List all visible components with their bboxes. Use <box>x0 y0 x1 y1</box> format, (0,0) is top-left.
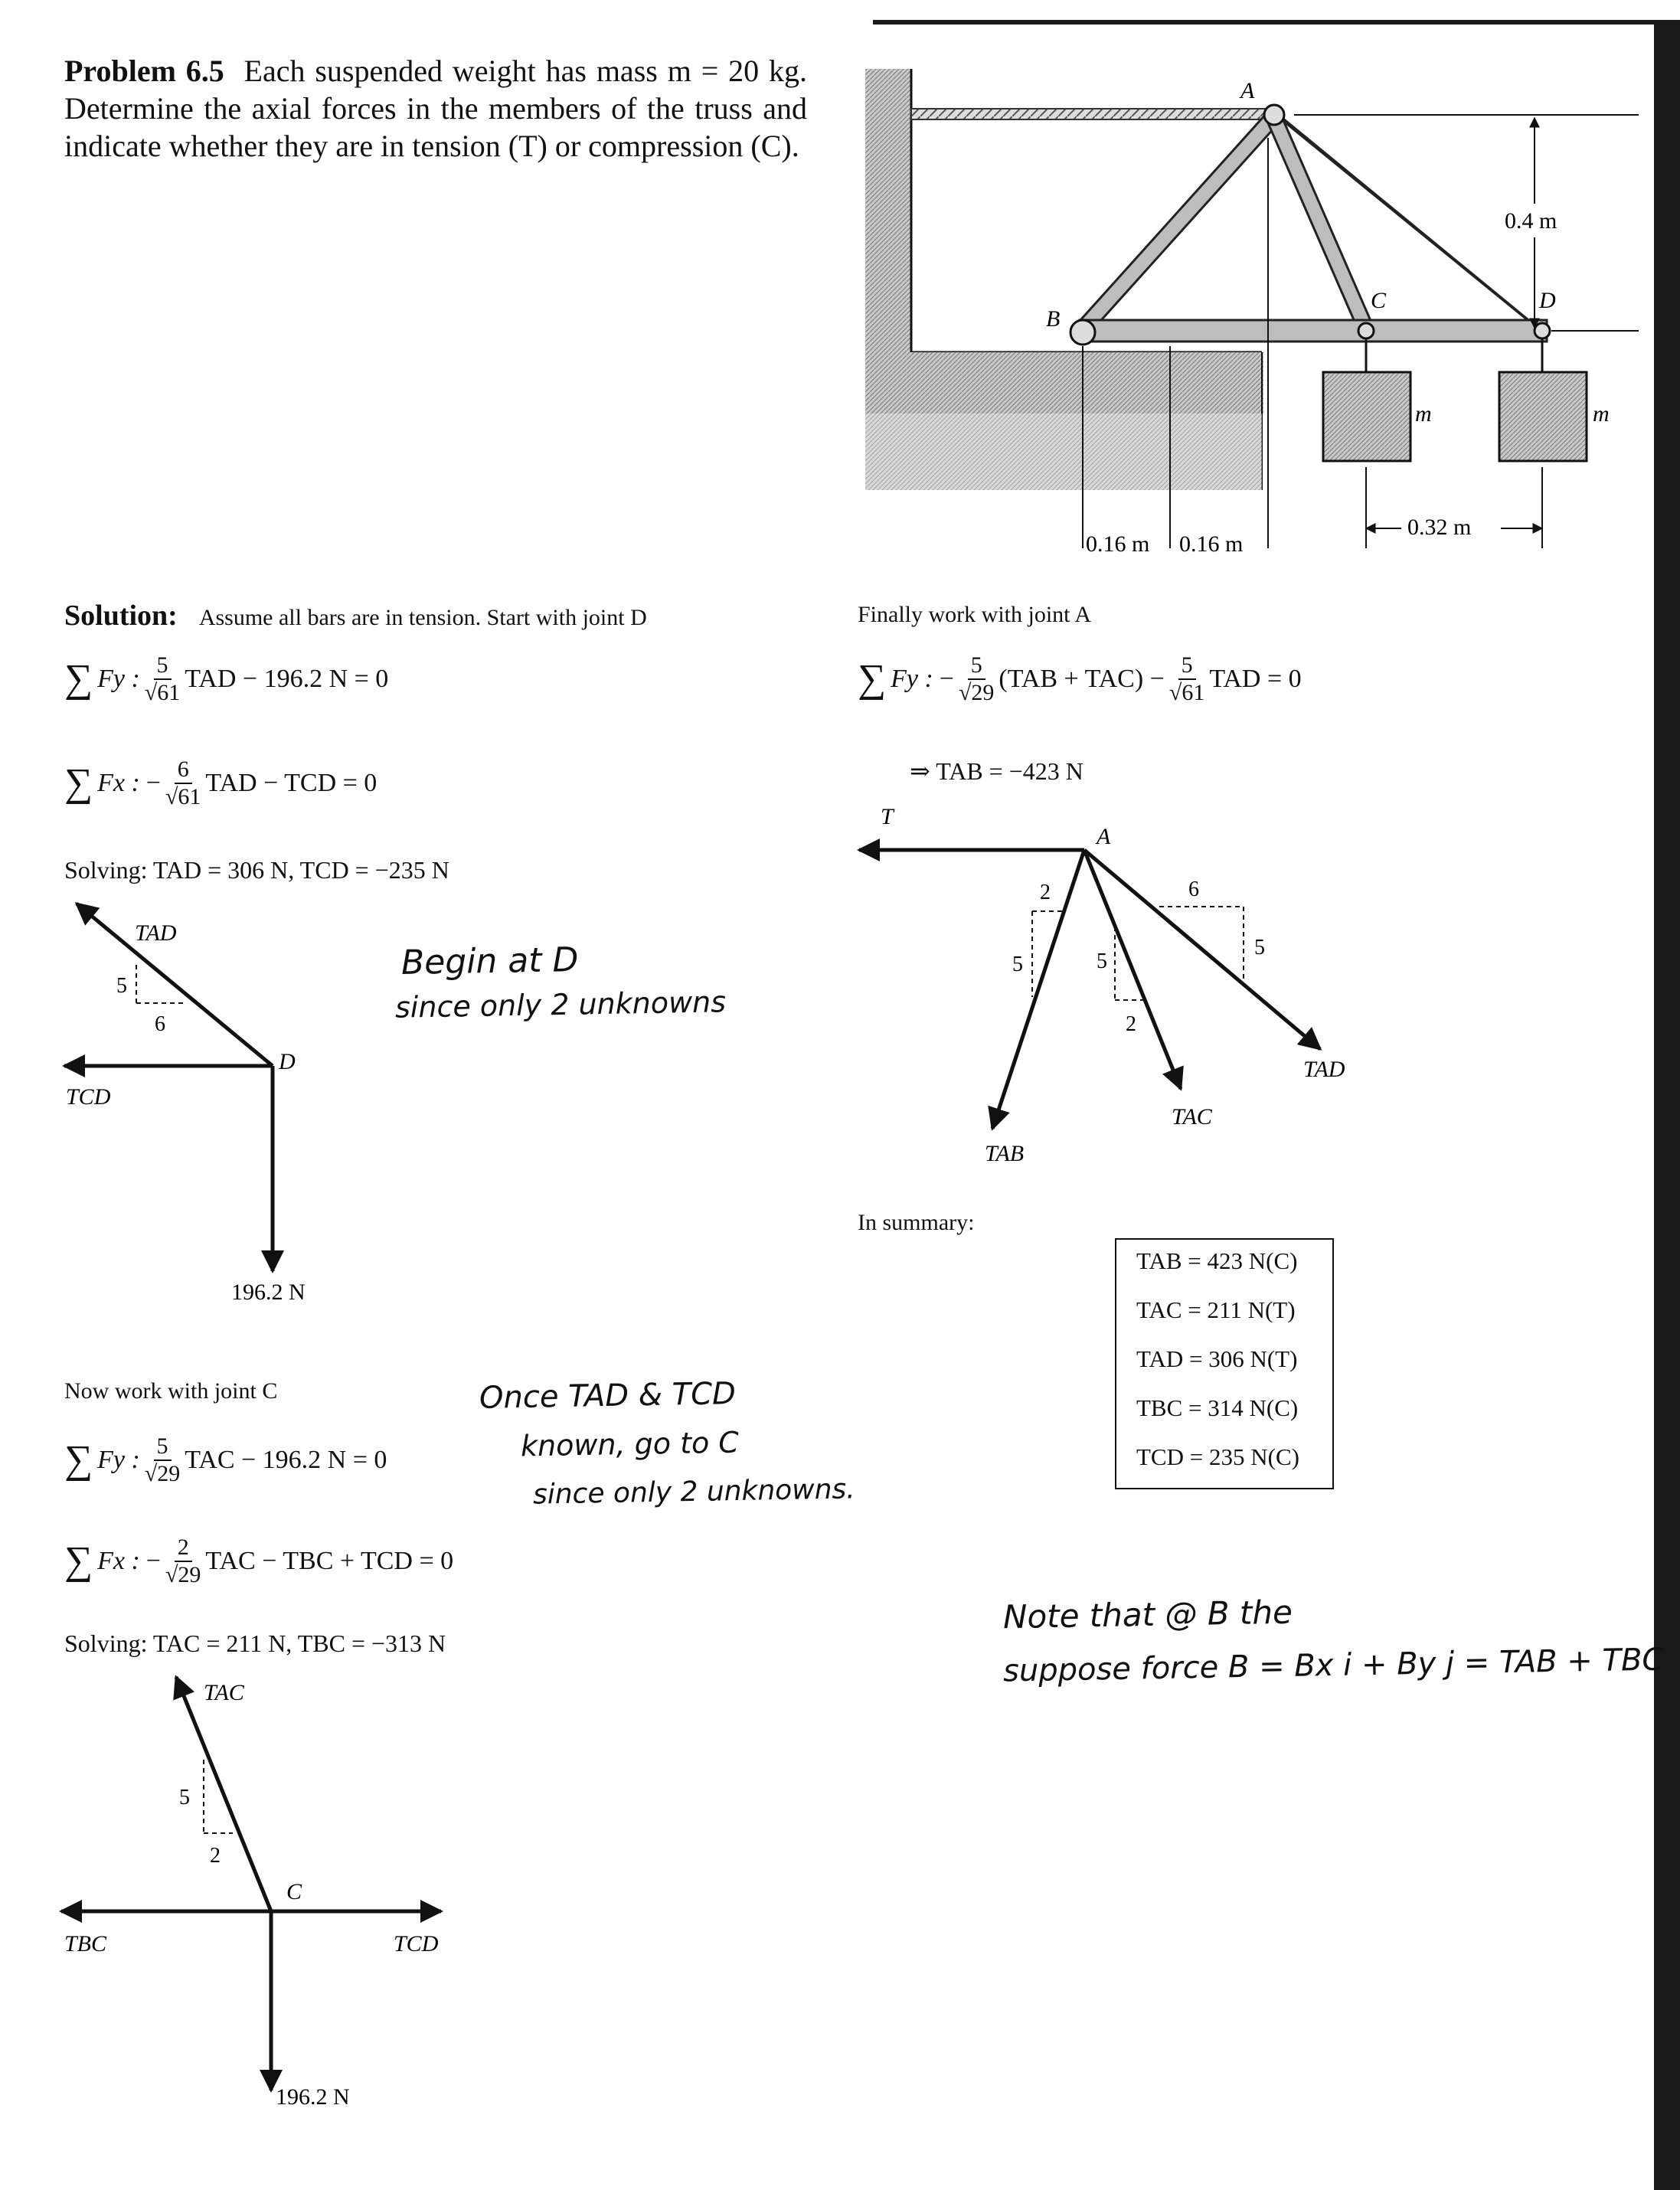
eq-lhs: Fx : <box>97 769 140 797</box>
member-ab <box>1074 113 1282 334</box>
eq-lhs: Fy : <box>891 665 933 693</box>
problem-statement <box>64 52 807 165</box>
summary-label: In summary: <box>858 1210 975 1235</box>
joint-c-eq-fy: ∑ Fy : $\frac{5}{√29}$ TAC − 196.2 N = 0 <box>64 1433 387 1486</box>
fbd-d-tad: TAD <box>135 920 177 946</box>
dim-d1: 0.16 m <box>1086 531 1150 557</box>
summary-row: TBC = 314 N(C) <box>1136 1394 1299 1421</box>
handwritten-note-2-line2: known, go to C <box>520 1425 740 1463</box>
fbd-c-r5: 5 <box>179 1786 190 1809</box>
label-a: A <box>1240 78 1255 103</box>
page-border-right <box>1654 23 1680 2190</box>
summary-row: TAB = 423 N(C) <box>1136 1247 1298 1274</box>
fbd-c-tcd: TCD <box>394 1931 439 1956</box>
fbd-a-tab: TAB <box>985 1141 1025 1166</box>
fbd-c-tbc: TBC <box>64 1931 107 1956</box>
summary-row: TAC = 211 N(T) <box>1136 1296 1296 1323</box>
handwritten-note-2-line3: since only 2 unknowns. <box>532 1473 856 1511</box>
fbd-a-r6: 6 <box>1188 878 1199 901</box>
eq-rest: TAD = 0 <box>1209 665 1302 693</box>
eq-lhs: Fy : <box>97 665 140 693</box>
joint-d-eq-fy: ∑ Fy : $\frac{5}{√61}$ TAD − 196.2 N = 0 <box>64 652 389 705</box>
fbd-a-tac: TAC <box>1172 1104 1212 1129</box>
truss-figure <box>865 61 1654 559</box>
joint-a-intro: Finally work with joint A <box>858 602 1092 627</box>
eq-mid: (TAB + TAC) − <box>999 665 1165 693</box>
joint-c-intro: Now work with joint C <box>64 1378 278 1404</box>
fraction: $\frac{6}{√61}$ <box>165 757 201 809</box>
mass-c <box>1323 372 1410 461</box>
handwritten-note-3-line1: Note that @ B the <box>1002 1593 1293 1636</box>
dim-height: 0.4 m <box>1505 208 1557 234</box>
eq-rest: TAC − TBC + TCD = 0 <box>205 1547 454 1575</box>
handwritten-note-1-line2: since only 2 unknowns <box>394 985 727 1025</box>
fbd-a-tad: TAD <box>1303 1057 1345 1082</box>
fbd-a-t: T <box>881 804 894 829</box>
handwritten-note-2-line1: Once TAD & TCD <box>479 1376 737 1416</box>
label-m1: m <box>1415 401 1432 427</box>
solution-heading: Solution: <box>64 600 178 632</box>
summary-row: TCD = 235 N(C) <box>1136 1443 1299 1470</box>
solution-intro: Assume all bars are in tension. Start with joint D <box>198 605 647 630</box>
eq-sign: − <box>145 769 161 797</box>
joint-a-eq-fy: ∑ Fy : − $\frac{5}{√29}$ (TAB + TAC) − $\frac{5}{√61}$ TAD = 0 <box>858 652 1302 705</box>
solution-header <box>64 599 647 632</box>
fbd-d-tcd: TCD <box>66 1084 111 1110</box>
member-bc-cd <box>1080 320 1547 342</box>
fbd-d-joint: D <box>279 1049 296 1074</box>
label-m2: m <box>1593 401 1610 427</box>
summary-row: TAD = 306 N(T) <box>1136 1345 1298 1372</box>
eq-rest: TAD − 196.2 N = 0 <box>185 665 389 693</box>
eq-sign: − <box>145 1547 161 1575</box>
fbd-d-r5: 5 <box>116 974 127 998</box>
handwritten-note-1-line1: Begin at D <box>400 940 579 983</box>
fraction: $\frac{5}{√29}$ <box>144 1433 181 1486</box>
fraction: $\frac{5}{√61}$ <box>144 652 181 705</box>
page-border-top <box>873 20 1680 25</box>
joint-c-solving: Solving: TAC = 211 N, TBC = −313 N <box>64 1629 446 1657</box>
dim-d3: 0.32 m <box>1407 515 1472 540</box>
fbd-a-r5c: 5 <box>1254 936 1265 959</box>
eq-sign: − <box>939 665 954 693</box>
fbd-joint-d <box>54 888 360 1309</box>
fbd-joint-c <box>54 1662 482 2121</box>
dim-d2: 0.16 m <box>1179 531 1244 557</box>
eq-rest: TAD − TCD = 0 <box>205 769 378 797</box>
mass-d <box>1499 372 1587 461</box>
fbd-d-r6: 6 <box>155 1012 165 1036</box>
fbd-a-r5a: 5 <box>1012 953 1023 976</box>
label-d: D <box>1539 288 1556 313</box>
fbd-d-load: 196.2 N <box>231 1280 306 1305</box>
problem-text: Each suspended weight has mass m = 20 kg. Determine the axial forces in the members of the truss and indicate whether they are in tension (T) or compression (C). <box>64 54 807 163</box>
fbd-c-load: 196.2 N <box>276 2084 350 2110</box>
fbd-a-r2b: 2 <box>1126 1012 1136 1036</box>
fraction: $\frac{2}{√29}$ <box>165 1535 201 1587</box>
fbd-c-tac: TAC <box>204 1680 244 1705</box>
summary-box <box>1115 1238 1334 1489</box>
problem-heading: Problem 6.5 <box>64 54 224 88</box>
fraction: $\frac{5}{√29}$ <box>958 652 995 705</box>
eq-lhs: Fx : <box>97 1547 140 1575</box>
fbd-joint-a <box>850 796 1401 1166</box>
joint-c-eq-fx: ∑ Fx : − $\frac{2}{√29}$ TAC − TBC + TCD = 0 <box>64 1535 454 1587</box>
label-b: B <box>1046 306 1061 332</box>
eq-lhs: Fy : <box>97 1446 140 1474</box>
joint-d-solving: Solving: TAD = 306 N, TCD = −235 N <box>64 856 449 884</box>
handwritten-note-3-line2: suppose force B = Bx i + By j = TAB + TBC <box>1002 1642 1664 1689</box>
fbd-a-r2a: 2 <box>1040 881 1051 904</box>
fbd-a-joint: A <box>1097 824 1111 849</box>
fbd-c-r2: 2 <box>210 1844 221 1868</box>
fraction: $\frac{5}{√61}$ <box>1168 652 1205 705</box>
fbd-a-r5b: 5 <box>1097 950 1107 973</box>
rope <box>911 109 1273 119</box>
member-ac <box>1267 113 1374 334</box>
eq-rest: TAC − 196.2 N = 0 <box>185 1446 387 1474</box>
fbd-c-joint: C <box>286 1879 302 1904</box>
joint-a-result: ⇒ TAB = −423 N <box>910 757 1084 785</box>
label-c: C <box>1371 288 1387 313</box>
joint-d-eq-fx: ∑ Fx : − $\frac{6}{√61}$ TAD − TCD = 0 <box>64 757 378 809</box>
